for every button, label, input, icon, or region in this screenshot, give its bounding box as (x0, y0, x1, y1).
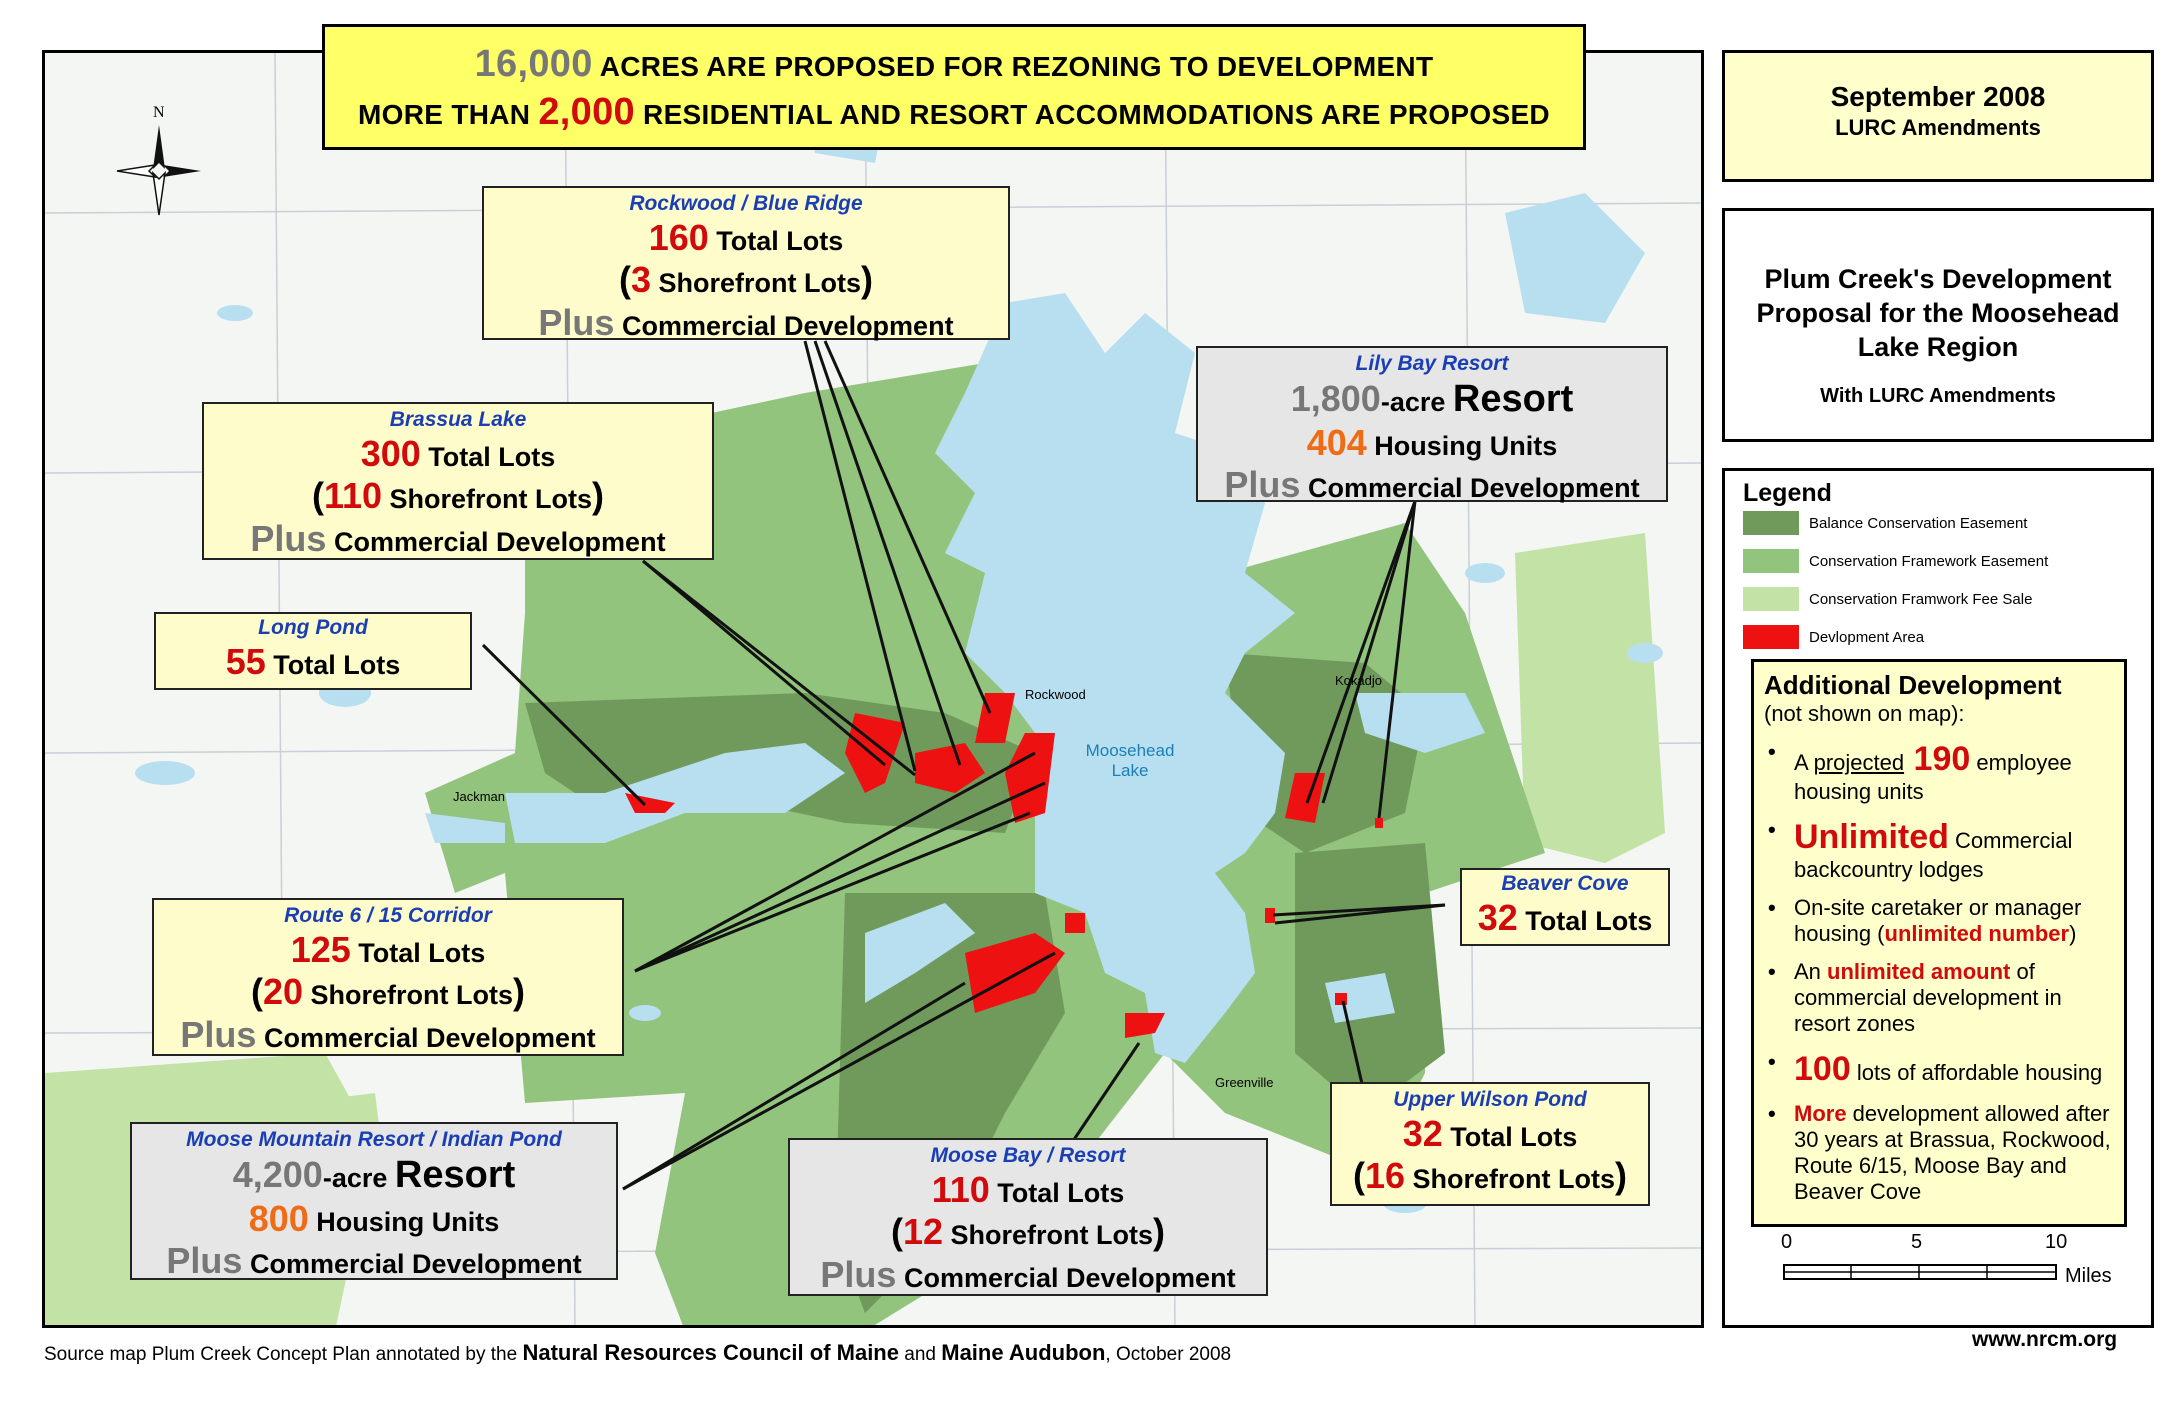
headline-accommodations-num: 2,000 (538, 91, 635, 133)
callout-lily-bay-title: Lily Bay Resort (1355, 352, 1509, 375)
callout-moose-mountain (130, 1122, 618, 1280)
town-kokadjo: Kokadjo (1335, 673, 1382, 688)
north-water (1505, 193, 1645, 323)
callout-upper-wilson-shore: (16 Shorefront Lots) (1352, 1155, 1628, 1197)
callout-moose-mountain-plus: Plus Commercial Development (166, 1240, 582, 1282)
town-greenville: Greenville (1215, 1075, 1274, 1090)
legend-swatch-development (1743, 625, 1799, 649)
additional-subtitle: (not shown on map): (1764, 701, 1965, 726)
callout-rockwood-shore: (3 Shorefront Lots) (618, 259, 874, 301)
callout-beaver-cove-total: 32 Total Lots (1477, 896, 1653, 938)
callout-beaver-cove (1460, 868, 1670, 946)
callout-moose-mountain-housing: 800 Housing Units (248, 1197, 500, 1239)
headline-acres-num: 16,000 (474, 43, 593, 85)
date-box (1722, 50, 2154, 182)
callout-lily-bay (1196, 346, 1668, 506)
legend-label-framework: Conservation Framework Easement (1809, 553, 2049, 570)
fee-sale-area-east (1515, 533, 1665, 863)
callout-upper-wilson-total: 32 Total Lots (1402, 1112, 1578, 1154)
north-arrow-icon (109, 97, 209, 232)
callout-moose-mountain-acre: 4,200-acre Resort (232, 1153, 516, 1196)
callout-brassua-total: 300 Total Lots (360, 432, 556, 474)
scale-bar-graphic (1783, 1261, 2063, 1283)
town-jackman: Jackman (453, 789, 506, 804)
date-line1: September 2008 (1830, 81, 2046, 112)
dev-area-moose-mtn-2 (1065, 913, 1085, 933)
scale-tick-10: 10 (2045, 1231, 2068, 1253)
additional-item-more: • More development allowed after 30 years at Brassua, Rockwood, Route 6/15, Moose Bay and Beaver Cove (1764, 1101, 2114, 1205)
additional-item-affordable: • 100 lots of affordable housing (1764, 1049, 2114, 1089)
source-note (44, 1340, 1231, 1366)
lake-label-line2: Lake (1111, 761, 1149, 781)
callout-rockwood-title: Rockwood / Blue Ridge (629, 192, 863, 215)
additional-item-commercial: • An unlimited amount of commercial development in resort zones (1764, 959, 2114, 1037)
callout-rockwood-plus: Plus Commercial Development (538, 301, 954, 343)
title-box (1722, 208, 2154, 442)
callout-lily-bay-acre: 1,800-acre Resort (1290, 377, 1574, 420)
map-subtitle: With LURC Amendments (1820, 385, 2056, 407)
callout-brassua-plus: Plus Commercial Development (250, 517, 666, 559)
callout-route615-plus: Plus Commercial Development (180, 1013, 596, 1055)
lake-label (1075, 741, 1185, 782)
source-org2: Maine Audubon (941, 1340, 1106, 1365)
source-pre: Source map Plum Creek Concept Plan annotated by the (44, 1344, 523, 1365)
callout-moose-bay (788, 1138, 1268, 1296)
callout-lily-bay-plus: Plus Commercial Development (1224, 464, 1640, 506)
scale-units: Miles (2065, 1265, 2112, 1287)
legend-label-fee-sale: Conservation Framwork Fee Sale (1809, 591, 2033, 608)
callout-brassua-title: Brassua Lake (389, 408, 527, 431)
headline-acres-text: ACRES ARE PROPOSED FOR REZONING TO DEVELOPMENT (592, 51, 1434, 82)
svg-text:N: N (153, 104, 165, 121)
callout-long-pond (154, 612, 472, 690)
headline-banner (322, 24, 1586, 150)
callout-route615-shore: (20 Shorefront Lots) (250, 971, 526, 1013)
headline-accommodations-text: RESIDENTIAL AND RESORT ACCOMMODATIONS ARE PROPOSED (634, 99, 1550, 130)
callout-moose-mountain-title: Moose Mountain Resort / Indian Pond (186, 1128, 562, 1151)
additional-development-box (1751, 659, 2127, 1227)
callout-moose-bay-shore: (12 Shorefront Lots) (890, 1211, 1166, 1253)
town-rockwood: Rockwood (1025, 687, 1086, 702)
map-title: Plum Creek's Development Proposal for the Moosehead Lake Region (1756, 264, 2120, 362)
scale-tick-0: 0 (1781, 1231, 1793, 1253)
dev-area-upper-wilson (1335, 993, 1347, 1005)
dev-area-lily-bay-east (1375, 818, 1383, 828)
callout-rockwood (482, 186, 1010, 343)
callout-beaver-cove-title: Beaver Cove (1501, 872, 1629, 895)
legend-panel (1722, 468, 2154, 1328)
additional-title: Additional Development (1764, 670, 2062, 700)
additional-item-employee-housing: • A projected 190 employee housing units (1764, 739, 2114, 805)
callout-lily-bay-housing: 404 Housing Units (1306, 421, 1558, 463)
callout-brassua (202, 402, 714, 560)
headline-more-than: MORE THAN (358, 99, 539, 130)
website-url: www.nrcm.org (1972, 1328, 2118, 1351)
additional-list (1764, 739, 2114, 1205)
lake-label-line1: Moosehead (1085, 741, 1175, 760)
callout-moose-bay-plus: Plus Commercial Development (820, 1253, 1236, 1295)
callout-route615 (152, 898, 624, 1056)
callout-route615-total: 125 Total Lots (290, 928, 486, 970)
legend-label-development: Devlopment Area (1809, 629, 1925, 646)
callout-long-pond-total: 55 Total Lots (225, 640, 401, 682)
source-org1: Natural Resources Council of Maine (522, 1340, 899, 1365)
callout-moose-bay-title: Moose Bay / Resort (930, 1144, 1126, 1167)
legend-swatch-balance (1743, 511, 1799, 535)
callout-upper-wilson-title: Upper Wilson Pond (1393, 1088, 1587, 1111)
additional-item-lodges: • Unlimited Commercial backcountry lodges (1764, 817, 2114, 883)
source-post: , October 2008 (1105, 1344, 1232, 1365)
date-line2: LURC Amendments (1835, 115, 2041, 140)
additional-item-caretaker: • On-site caretaker or manager housing (unlimited number) (1764, 895, 2114, 947)
callout-rockwood-total: 160 Total Lots (648, 216, 844, 258)
legend-swatch-framework (1743, 549, 1799, 573)
callout-upper-wilson (1330, 1082, 1650, 1206)
legend-label-balance: Balance Conservation Easement (1809, 515, 2028, 532)
source-mid: and (898, 1344, 942, 1365)
callout-moose-bay-total: 110 Total Lots (931, 1168, 1125, 1210)
scale-bar (1783, 1231, 2123, 1311)
callout-long-pond-title: Long Pond (258, 616, 368, 639)
legend-swatch-fee-sale (1743, 587, 1799, 611)
headline-line1 (325, 43, 1583, 86)
callout-route615-title: Route 6 / 15 Corridor (284, 904, 492, 927)
callout-brassua-shore: (110 Shorefront Lots) (311, 475, 605, 517)
headline-line2 (325, 91, 1583, 134)
scale-tick-5: 5 (1911, 1231, 1923, 1253)
legend-title: Legend (1743, 479, 1832, 507)
